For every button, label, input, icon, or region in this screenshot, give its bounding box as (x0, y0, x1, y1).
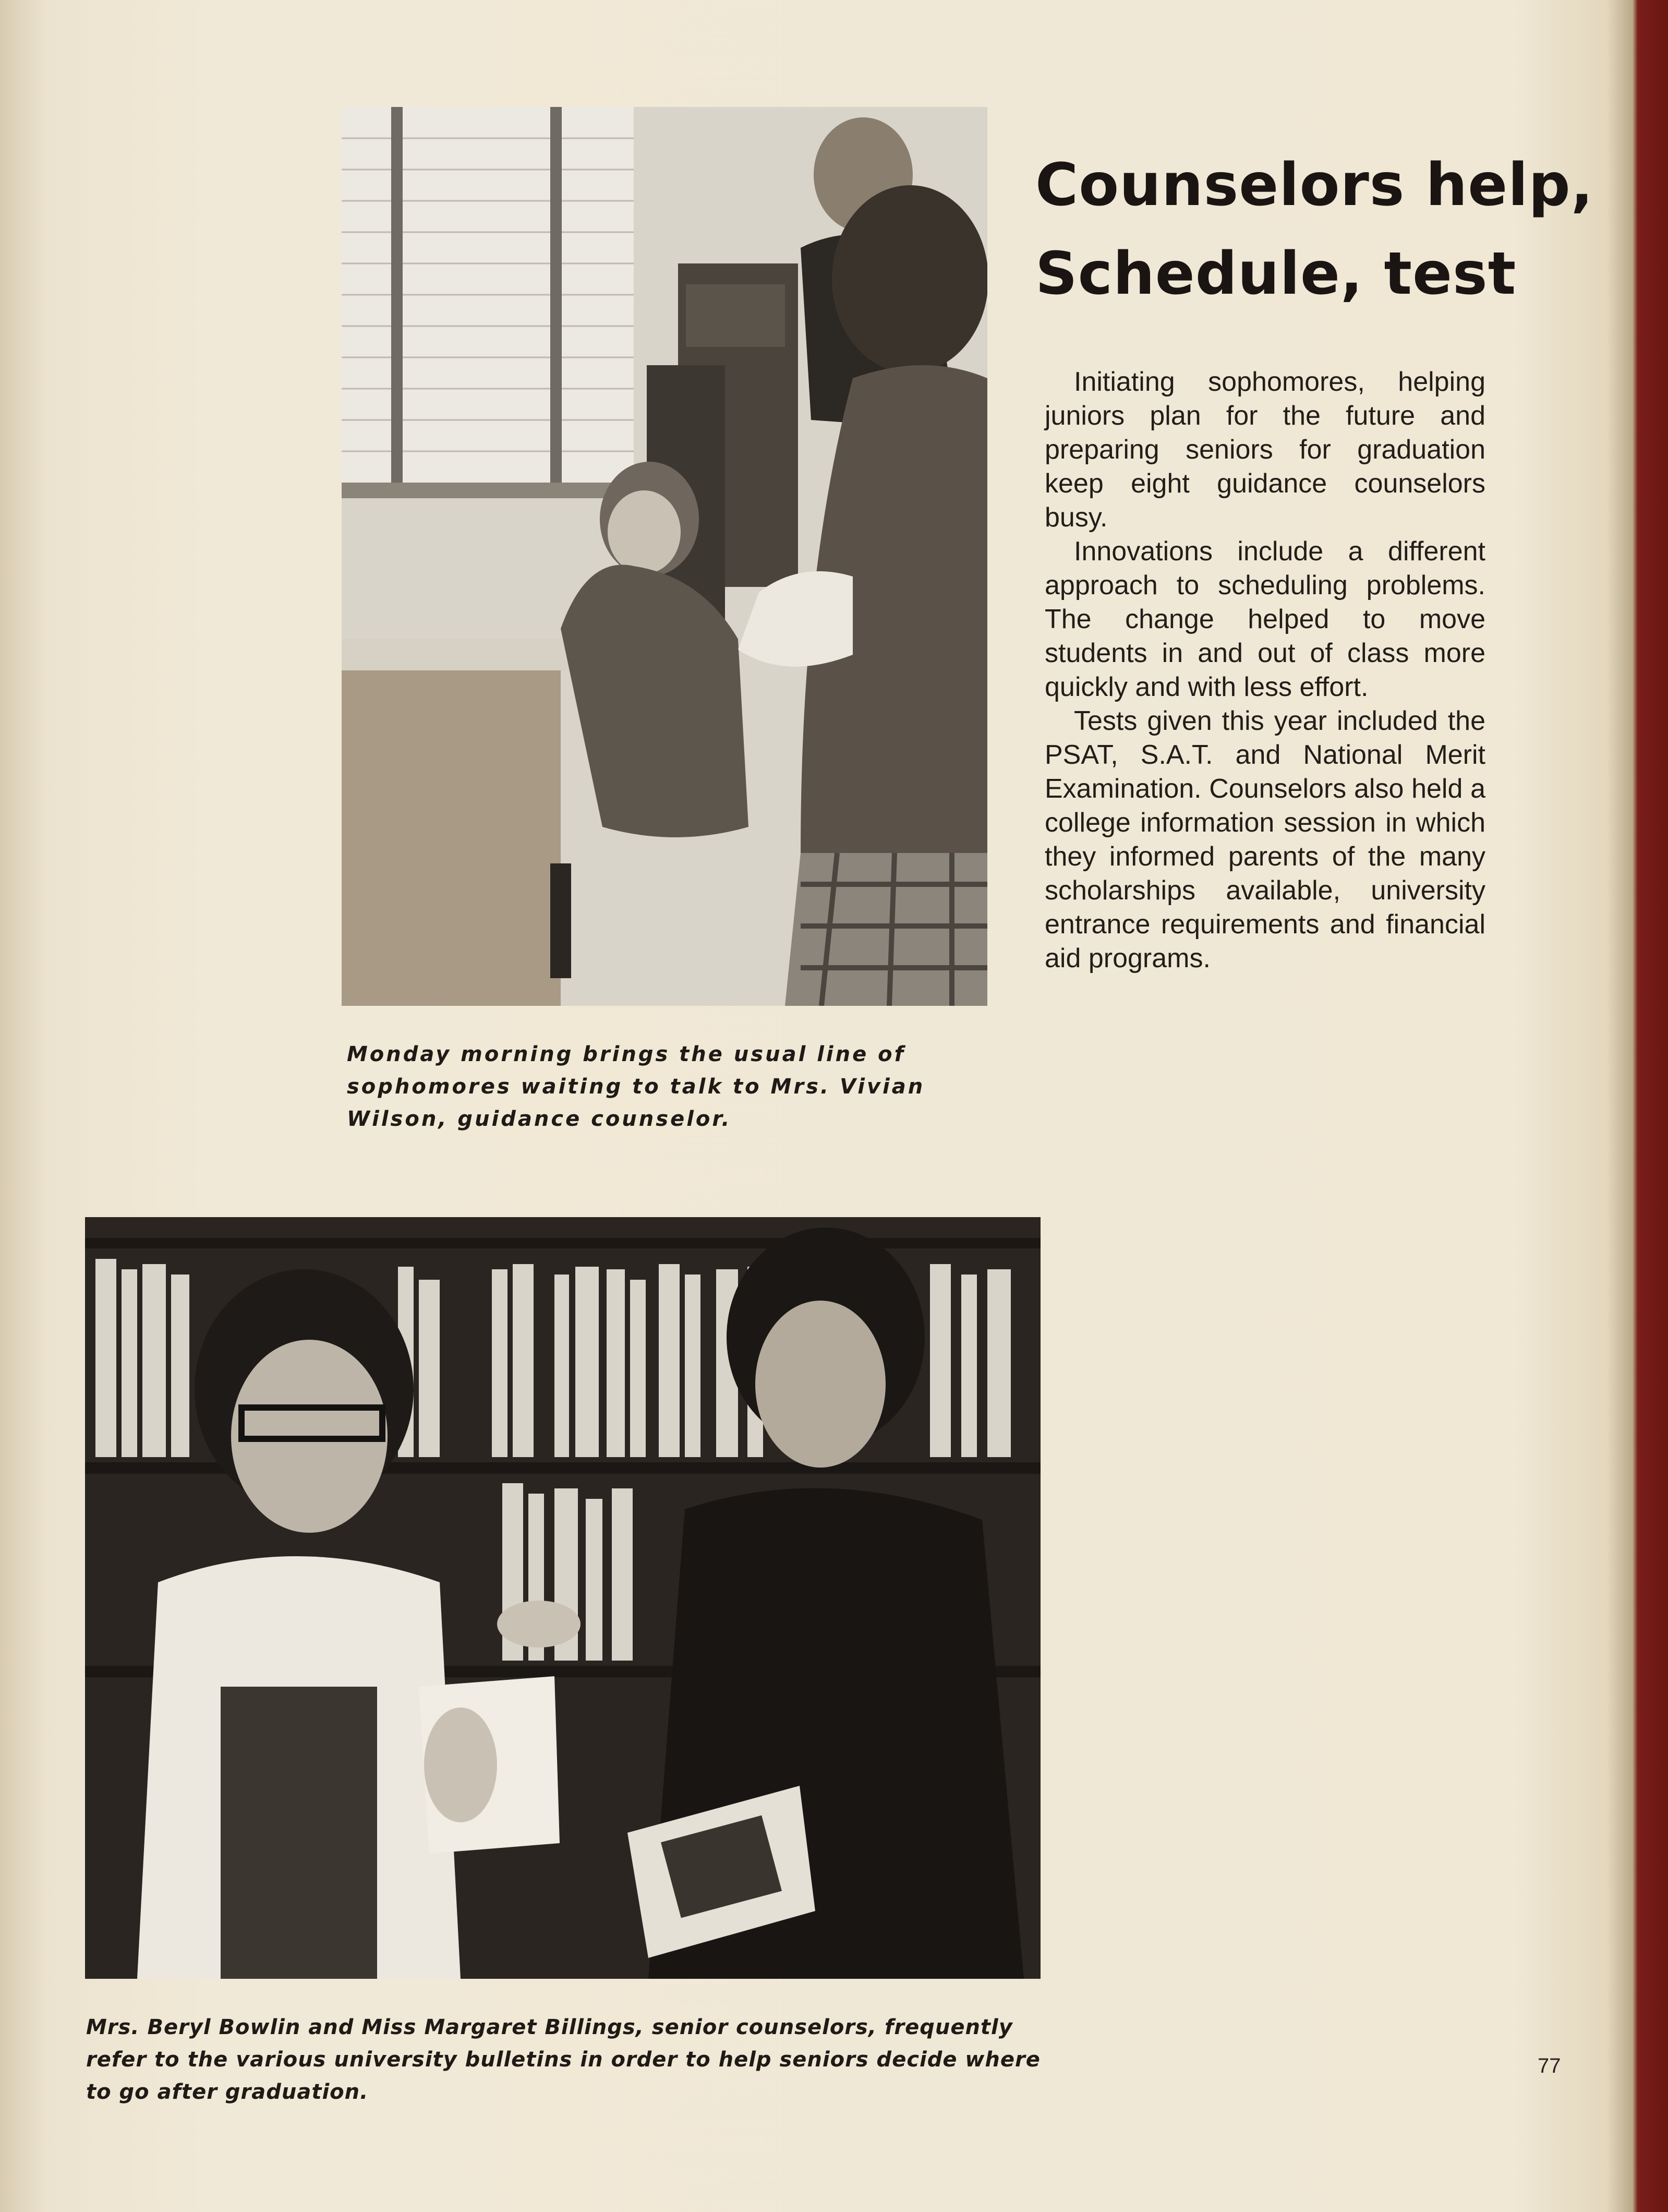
headline-line-2: Schedule, test (1035, 240, 1517, 308)
photo-counselor-desk-image (342, 107, 987, 1006)
article-body (1045, 365, 1485, 976)
body-paragraph: Initiating sophomores, helping juniors plan for the future and preparing seniors for graduation keep eight guidance counselors busy. (1045, 367, 1485, 533)
photo-senior-counselors (85, 1217, 1041, 1979)
photo-caption-2: Mrs. Beryl Bowlin and Miss Margaret Billings, senior counselors, frequently refer to the various university bulletins in order to help seniors decide where to go after graduation. (86, 2015, 1041, 2104)
body-paragraph: Innovations include a different approach to scheduling problems. The change helped to move students in and out of class more quickly and with less effort. (1045, 536, 1485, 702)
photo-caption-1: Monday morning brings the usual line of sophomores waiting to talk to Mrs. Vivian Wilson, guidance counselor. (347, 1042, 925, 1131)
photo-senior-counselors-image (85, 1217, 1041, 1979)
page-number: 77 (1538, 2054, 1561, 2077)
headline-line-1: Counselors help, (1035, 151, 1594, 219)
article-headline (1035, 141, 1609, 318)
photo-counselor-desk (342, 107, 987, 1006)
body-paragraph: Tests given this year included the PSAT, S.A.T. and National Merit Examination. Counselors also held a college information session in which they informed parents of the many scholarships available, university entrance requirements and financial aid programs. (1045, 706, 1485, 973)
